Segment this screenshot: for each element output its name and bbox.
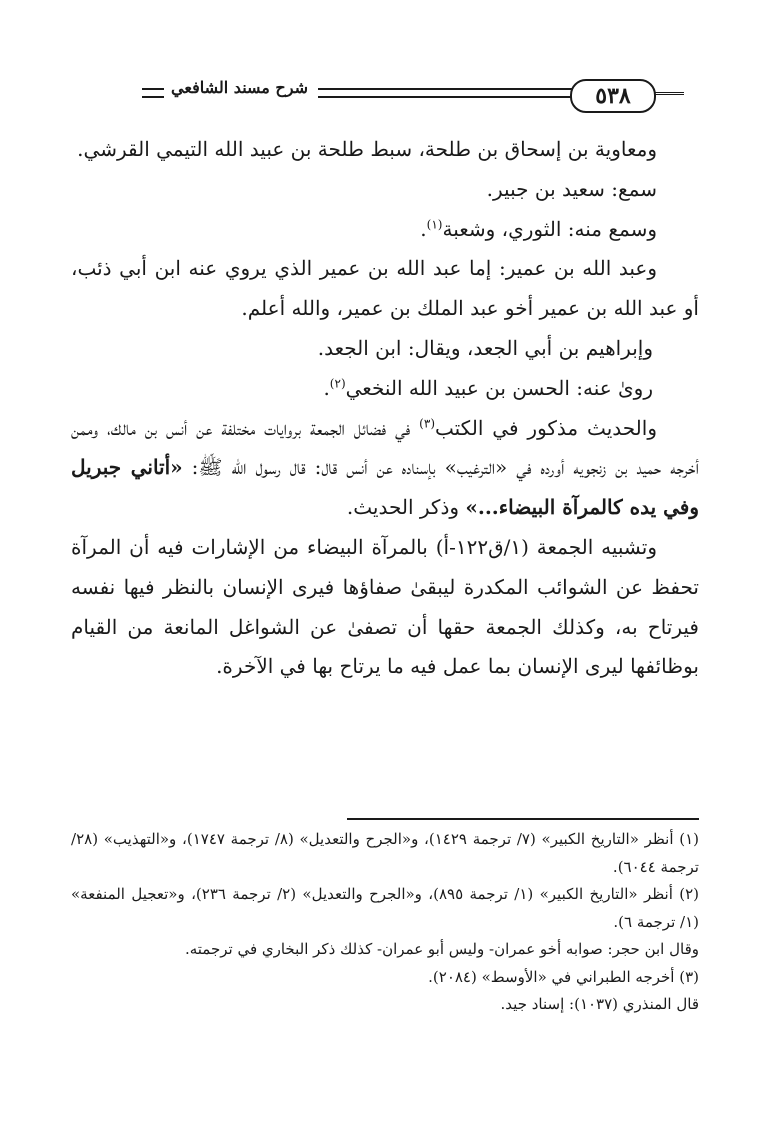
footnote-separator [347, 818, 699, 820]
paragraph-text: والحديث مذكور في الكتب [435, 415, 657, 440]
paragraph [71, 369, 699, 409]
paragraph: وتشبيه الجمعة (١/ق١٢٢-أ) بالمرآة البيضاء من الإشارات فيه أن المرآة تحفظ عن الشوائب المكدرة ليبقىٰ صفاؤها فيرى الإنسان بالنظر فيها نفسه فيرتاح به، وكذلك الجمعة حقها أن تصفىٰ عن الشواغل المانعة من القيام بوظائفها ليرى الإنسان بما عمل فيه ما يرتاح بها في الآخرة. [71, 534, 699, 679]
main-text [71, 130, 699, 687]
paragraph: وإبراهيم بن أبي الجعد، ويقال: ابن الجعد. [317, 335, 653, 360]
paragraph-text: . [420, 216, 427, 241]
paragraph-text: وذكر الحديث. [346, 495, 466, 520]
footnote-ref: (١) [426, 216, 443, 231]
book-title: شرح مسند الشافعي [171, 78, 308, 97]
paragraph-text: روىٰ عنه: الحسن بن عبيد الله النخعي [345, 375, 653, 400]
page-number-badge [570, 79, 656, 113]
footnote: (١) أنظر «التاريخ الكبير» (٧/ ترجمة ١٤٢٩)، و«الجرح والتعديل» (٨/ ترجمة ١٧٤٧)، و«التهذيب» (٢٨/ ترجمة ٦٠٤٤). [71, 830, 700, 876]
header-ornament-line [654, 92, 684, 95]
footnote: (٢) أنظر «التاريخ الكبير» (١/ ترجمة ٨٩٥)، و«الجرح والتعديل» (٢/ ترجمة ٢٣٦)، و«تعجيل المنفعة» (١/ ترجمة ٦). [71, 885, 699, 931]
paragraph-text: وسمع منه: الثوري، وشعبة [442, 216, 657, 241]
page-header [88, 72, 684, 112]
header-rule [318, 88, 572, 98]
paragraph: وعبد الله بن عمير: إما عبد الله بن عمير الذي يروي عنه ابن أبي ذئب، أو عبد الله بن عمير أخو عبد الملك بن عمير، والله أعلم. [71, 256, 699, 321]
paragraph [71, 210, 699, 250]
paragraph [71, 409, 699, 528]
footnotes [71, 826, 699, 1019]
header-rule-end [142, 88, 164, 98]
paragraph: سمع: سعيد بن جبير. [486, 176, 657, 201]
page-number: ٥٣٨ [595, 83, 631, 109]
footnote: (٣) أخرجه الطبراني في «الأوسط» (٢٠٨٤). [428, 967, 699, 986]
paragraph: ومعاوية بن إسحاق بن طلحة، سبط طلحة بن عبيد الله التيمي القرشي. [77, 137, 657, 161]
paragraph-text: . [323, 375, 330, 400]
footnote: وقال ابن حجر: صوابه أخو عمران- وليس أبو عمران- كذلك ذكر البخاري في ترجمته. [184, 940, 699, 958]
hadith-quote: «أتاني جبريل وفي يده كالمرآة البيضاء...» [71, 455, 699, 520]
footnote-ref: (٣) [419, 415, 435, 430]
footnote: قال المنذري (١٠٣٧): إسناد جيد. [500, 995, 699, 1013]
footnote-ref: (٢) [329, 376, 346, 391]
paragraph-text: في فضائل الجمعة بروايات مختلفة عن أنس بن مالك، وممن أخرجه حميد بن زنجويه أورده في «الترغيب» بإسناده عن أنس قال: قال رسول الله ﷺ: [71, 415, 699, 480]
